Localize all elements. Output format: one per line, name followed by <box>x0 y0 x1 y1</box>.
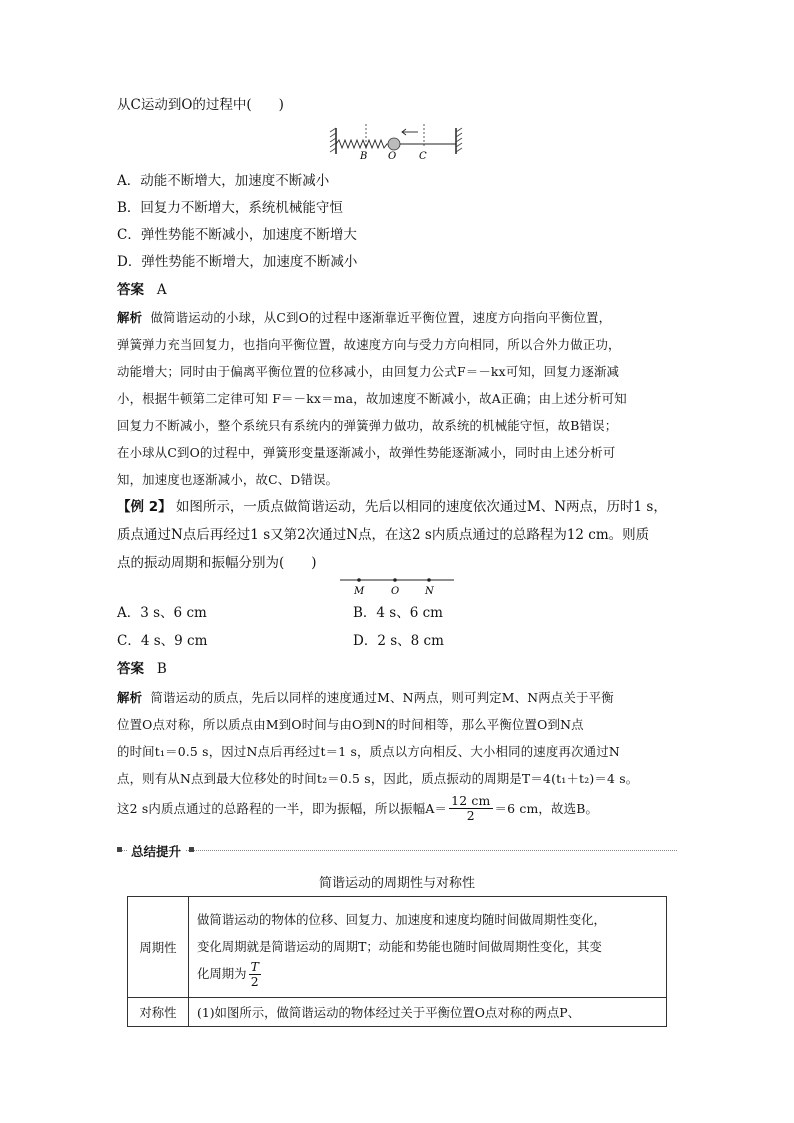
q2-analysis-line-5: 这2 s内质点通过的总路程的一半，即为振幅，所以振幅A＝ $\frac{12 cm}{2}$ ＝6 cm，故选B。 <box>117 792 599 823</box>
q1-option-c: C．弹性势能不断减小，加速度不断增大 <box>117 227 357 243</box>
q2-answer-label: 答案 <box>117 661 144 677</box>
fraction-denominator: 2 <box>466 807 475 823</box>
q2-tag: 【例 2】 <box>117 499 172 515</box>
summary-rule <box>117 850 677 851</box>
summary-title: 简谐运动的周期性与对称性 <box>318 876 475 891</box>
q2-analysis-line-4: 点，则有从N点到最大位移处的时间t₂＝0.5 s，因此，质点振动的周期是T＝4(t₁＋t₂)＝4 s。 <box>117 771 639 786</box>
figure-label-c: C <box>419 151 427 160</box>
q2-analysis-line-1: 解析 简谐运动的质点，先后以同样的速度通过M、N两点，则可判定M、N两点关于平衡 <box>117 690 614 705</box>
q1-option-d: D．弹性势能不断增大，加速度不断减小 <box>117 254 358 270</box>
q2-option-d: D．2 s、8 cm <box>353 633 444 649</box>
q2-answer-value: B <box>156 661 167 677</box>
row-label-symmetry: 对称性 <box>128 998 189 1027</box>
q1-analysis-line-7: 知，加速度也逐渐减小，故C、D错误。 <box>117 472 339 487</box>
q1-answer-value: A <box>156 282 167 298</box>
q1-analysis-line-1: 解析 做简谐运动的小球，从C到O的过程中逐渐靠近平衡位置，速度方向指向平衡位置， <box>117 310 612 325</box>
table-row-symmetry <box>128 998 667 1027</box>
row-content-periodicity: 做简谐运动的物体的位移、回复力、加速度和速度均随时间做周期性变化， 变化周期就是简谐运动的周期T；动能和势能也随时间做周期性变化，其变 化周期为 T 2 <box>189 897 667 998</box>
mon-points-figure <box>340 574 456 596</box>
fraction-amplitude <box>449 794 492 823</box>
q1-analysis-line-2: 弹簧弹力充当回复力，也指向平衡位置，故速度方向与受力方向相同，所以合外力做正功， <box>117 337 621 352</box>
row-content-symmetry: (1)如图所示，做简谐运动的物体经过关于平衡位置O点对称的两点P、 <box>189 998 667 1027</box>
row-label-periodicity: 周期性 <box>128 897 189 998</box>
q2-analysis-line-2: 位置O点对称，所以质点由M到O时间与由O到N的时间相等，那么平衡位置O到N点 <box>117 717 584 732</box>
q2-option-b: B．4 s、6 cm <box>353 605 443 621</box>
q1-option-a: A．动能不断增大，加速度不断减小 <box>117 173 330 189</box>
figure-label-n: N <box>425 586 434 596</box>
q2-stem-line-3: 点的振动周期和振幅分别为( ) <box>117 555 317 571</box>
q1-analysis-line-4: 小，根据牛顿第二定律可知 F＝－kx＝ma，故加速度不断减小，故A正确；由上述分析可知 <box>117 391 627 406</box>
q2-option-c: C．4 s、9 cm <box>117 633 208 649</box>
figure-label-o2: O <box>391 586 400 596</box>
q1-answer-label: 答案 <box>117 282 144 298</box>
q2-option-a: A．3 s、6 cm <box>117 605 207 621</box>
q1-analysis-line-6: 在小球从C到O的过程中，弹簧形变量逐渐减小，故弹性势能逐渐减小，同时由上述分析可 <box>117 445 616 460</box>
spring-oscillator-figure <box>328 124 468 160</box>
q2-answer <box>117 660 167 678</box>
q2-stem-line-2: 质点通过N点后再经过1 s又第2次通过N点，在这2 s内质点通过的总路程为12 cm。则质 <box>117 527 650 543</box>
q1-analysis-line-5: 回复力不断减小，整个系统只有系统内的弹簧弹力做功，故系统的机械能守恒，故B错误； <box>117 418 618 433</box>
q1-analysis-label: 解析 <box>117 310 143 325</box>
q1-option-b: B．回复力不断增大，系统机械能守恒 <box>117 200 343 216</box>
summary-square-left <box>117 847 122 852</box>
q1-stem: 从C运动到O的过程中( ) <box>117 97 284 113</box>
fraction-period: T 2 <box>250 958 259 989</box>
q1-answer <box>117 281 167 299</box>
summary-square-right <box>189 847 194 852</box>
summary-table <box>127 896 667 1027</box>
summary-header-label: 总结提升 <box>127 842 185 860</box>
q1-analysis-line-3: 动能增大；同时由于偏离平衡位置的位移减小，由回复力公式F＝－kx可知，回复力逐渐减 <box>117 364 620 379</box>
figure-label-b: B <box>360 151 368 160</box>
summary-header <box>117 843 677 859</box>
figure-label-m: M <box>354 586 365 596</box>
table-row-periodicity <box>128 897 667 998</box>
fraction-numerator: 12 cm <box>451 792 491 808</box>
q2-analysis-label: 解析 <box>117 690 143 705</box>
q2-stem-line-1: 【例 2】 如图所示，一质点做简谐运动，先后以相同的速度依次通过M、N两点，历时1 s， <box>117 499 667 515</box>
figure-label-o: O <box>388 151 397 160</box>
q2-analysis-line-3: 的时间t₁＝0.5 s，因过N点后再经过t＝1 s，质点以方向相反、大小相同的速度再次通过N <box>117 744 620 759</box>
